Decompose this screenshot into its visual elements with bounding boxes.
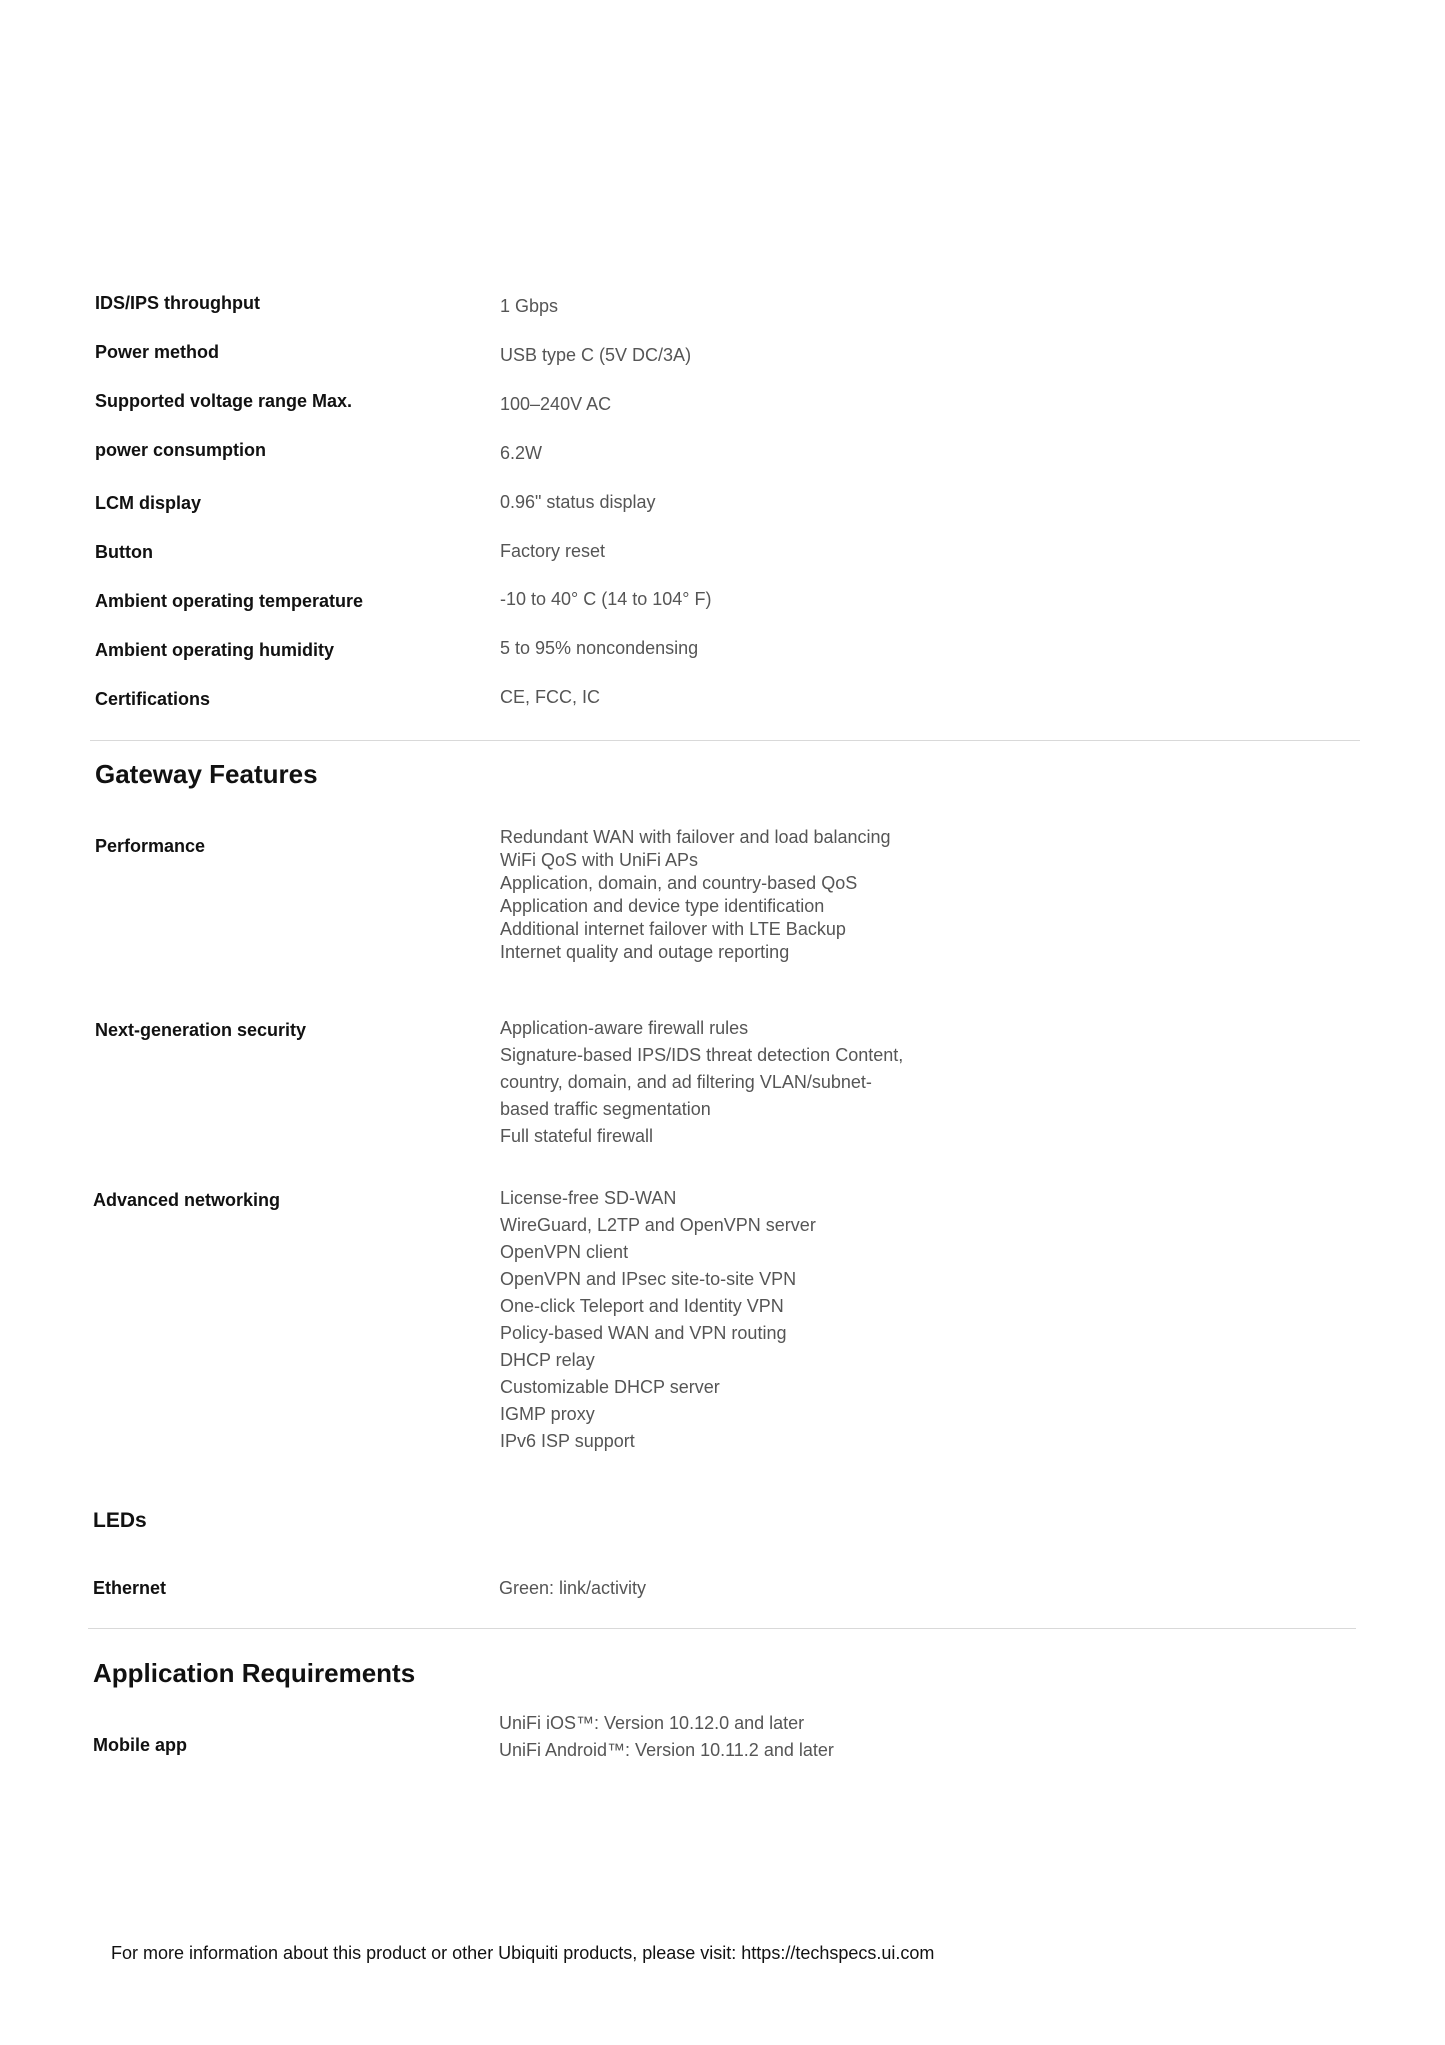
- app-label-mobile: Mobile app: [93, 1735, 187, 1755]
- footer-text: For more information about this product or other Ubiquiti products, please visit: https://techspecs.ui.com: [111, 1943, 935, 1963]
- spec-value-lcm-display: 0.96" status display: [500, 492, 656, 512]
- list-item: Customizable DHCP server: [500, 1377, 720, 1397]
- spec-label-button: Button: [95, 542, 153, 562]
- list-item: based traffic segmentation: [500, 1099, 711, 1119]
- list-item: country, domain, and ad filtering VLAN/subnet-: [500, 1072, 872, 1092]
- list-item: UniFi iOS™: Version 10.12.0 and later: [499, 1713, 805, 1733]
- spec-label-certifications: Certifications: [95, 689, 211, 709]
- spec-value-operating-humidity: 5 to 95% noncondensing: [500, 638, 699, 658]
- spec-label-lcm-display: LCM display: [95, 493, 202, 513]
- spec-label-power-consumption: power consumption: [95, 440, 266, 460]
- list-item: Application-aware firewall rules: [500, 1018, 749, 1038]
- list-item: WiFi QoS with UniFi APs: [500, 850, 699, 870]
- spec-label-operating-temperature: Ambient operating temperature: [95, 591, 364, 611]
- list-item: Redundant WAN with failover and load balancing: [500, 827, 891, 847]
- list-item: Application and device type identification: [500, 896, 825, 916]
- list-item: DHCP relay: [500, 1350, 595, 1370]
- spec-value-certifications: CE, FCC, IC: [500, 687, 601, 707]
- feature-list-networking: [500, 1185, 816, 1455]
- list-item: OpenVPN client: [500, 1242, 629, 1262]
- spec-value-operating-temperature: -10 to 40° C (14 to 104° F): [500, 589, 712, 609]
- spec-label-operating-humidity: Ambient operating humidity: [95, 640, 335, 660]
- led-value-ethernet: Green: link/activity: [499, 1578, 647, 1598]
- list-item: Additional internet failover with LTE Backup: [500, 919, 846, 939]
- list-item: Internet quality and outage reporting: [500, 942, 790, 962]
- list-item: OpenVPN and IPsec site-to-site VPN: [500, 1269, 797, 1289]
- feature-label-security: Next-generation security: [95, 1020, 307, 1040]
- spec-value-power-method: USB type C (5V DC/3A): [500, 345, 692, 365]
- list-item: Policy-based WAN and VPN routing: [500, 1323, 787, 1343]
- feature-list-security: [500, 1015, 903, 1150]
- feature-label-networking: Advanced networking: [93, 1190, 281, 1210]
- list-item: IGMP proxy: [500, 1404, 595, 1424]
- list-item: One-click Teleport and Identity VPN: [500, 1296, 784, 1316]
- spec-value-ids-ips-throughput: 1 Gbps: [500, 296, 559, 316]
- section-title-app-requirements: Application Requirements: [93, 1658, 416, 1688]
- list-item: Full stateful firewall: [500, 1126, 654, 1146]
- section-title-leds: LEDs: [93, 1509, 147, 1532]
- feature-label-performance: Performance: [95, 836, 206, 856]
- spec-label-power-method: Power method: [95, 342, 220, 362]
- section-divider: [88, 1628, 1356, 1629]
- list-item: UniFi Android™: Version 10.11.2 and later: [499, 1740, 834, 1760]
- section-divider: [90, 740, 1360, 741]
- list-item: WireGuard, L2TP and OpenVPN server: [500, 1215, 816, 1235]
- led-label-ethernet: Ethernet: [93, 1578, 167, 1598]
- list-item: Application, domain, and country-based QoS: [500, 873, 858, 893]
- spec-label-ids-ips-throughput: IDS/IPS throughput: [95, 293, 260, 313]
- spec-label-voltage-range: Supported voltage range Max.: [95, 391, 353, 411]
- list-item: License-free SD-WAN: [500, 1188, 677, 1208]
- app-list-mobile: [499, 1710, 834, 1764]
- list-item: Signature-based IPS/IDS threat detection Content,: [500, 1045, 904, 1065]
- spec-value-button: Factory reset: [500, 541, 606, 561]
- section-title-gateway-features: Gateway Features: [95, 759, 318, 789]
- spec-value-power-consumption: 6.2W: [500, 443, 543, 463]
- spec-value-voltage-range: 100–240V AC: [500, 394, 612, 414]
- list-item: IPv6 ISP support: [500, 1431, 635, 1451]
- feature-list-performance: [500, 826, 891, 964]
